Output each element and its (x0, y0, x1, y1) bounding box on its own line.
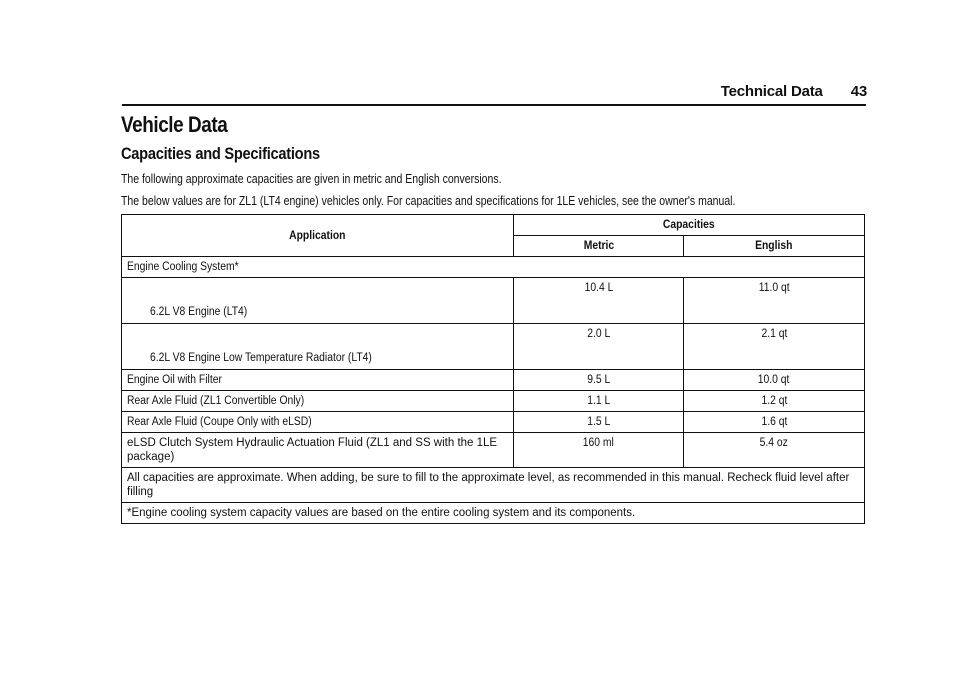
capacities-table (121, 214, 865, 524)
header-capacities: Capacities (514, 215, 865, 236)
header-rule (122, 104, 866, 106)
english-cell: 5.4 oz (684, 433, 865, 468)
header-metric: Metric (514, 236, 684, 257)
english-cell: 1.2 qt (684, 391, 865, 412)
application-cell: Engine Oil with Filter (122, 370, 514, 391)
header-application: Application (122, 215, 514, 257)
english-cell: 10.0 qt (684, 370, 865, 391)
intro-paragraph-1: The following approximate capacities are given in metric and English conversions. (121, 172, 502, 186)
english-cell: 1.6 qt (684, 412, 865, 433)
table-row (122, 370, 865, 391)
table-row (122, 391, 865, 412)
group-label: Engine Cooling System* (122, 257, 865, 278)
english-cell: 11.0 qt (684, 278, 865, 324)
application-cell: Rear Axle Fluid (ZL1 Convertible Only) (122, 391, 514, 412)
metric-cell: 160 ml (514, 433, 684, 468)
table-row (122, 433, 865, 468)
header-section-name: Technical Data (720, 83, 823, 100)
application-cell: Rear Axle Fluid (Coupe Only with eLSD) (122, 412, 514, 433)
table-header-row (122, 215, 865, 236)
running-header (721, 83, 867, 100)
application-cell: eLSD Clutch System Hydraulic Actuation Fluid (ZL1 and SS with the 1LE package) (122, 433, 514, 468)
application-cell: 6.2L V8 Engine (LT4) (122, 278, 514, 324)
section-subtitle: Capacities and Specifications (121, 144, 320, 163)
metric-cell: 2.0 L (514, 324, 684, 370)
table-note-row (122, 503, 865, 524)
application-cell: 6.2L V8 Engine Low Temperature Radiator (LT4) (122, 324, 514, 370)
table-footnote: *Engine cooling system capacity values are based on the entire cooling system and its components. (122, 503, 865, 524)
metric-cell: 1.1 L (514, 391, 684, 412)
page-title: Vehicle Data (121, 112, 228, 137)
table-row (122, 412, 865, 433)
table-note: All capacities are approximate. When adding, be sure to fill to the approximate level, as recommended in this manual. Recheck fluid level after filling (122, 468, 865, 503)
metric-cell: 9.5 L (514, 370, 684, 391)
intro-paragraph-2: The below values are for ZL1 (LT4 engine) vehicles only. For capacities and specifications for 1LE vehicles, see the owner's manual. (121, 194, 736, 208)
metric-cell: 1.5 L (514, 412, 684, 433)
english-cell: 2.1 qt (684, 324, 865, 370)
table-row (122, 324, 865, 370)
table-note-row (122, 468, 865, 503)
metric-cell: 10.4 L (514, 278, 684, 324)
table-row-group (122, 257, 865, 278)
table-row (122, 278, 865, 324)
page-number: 43 (850, 83, 867, 100)
header-english: English (684, 236, 865, 257)
